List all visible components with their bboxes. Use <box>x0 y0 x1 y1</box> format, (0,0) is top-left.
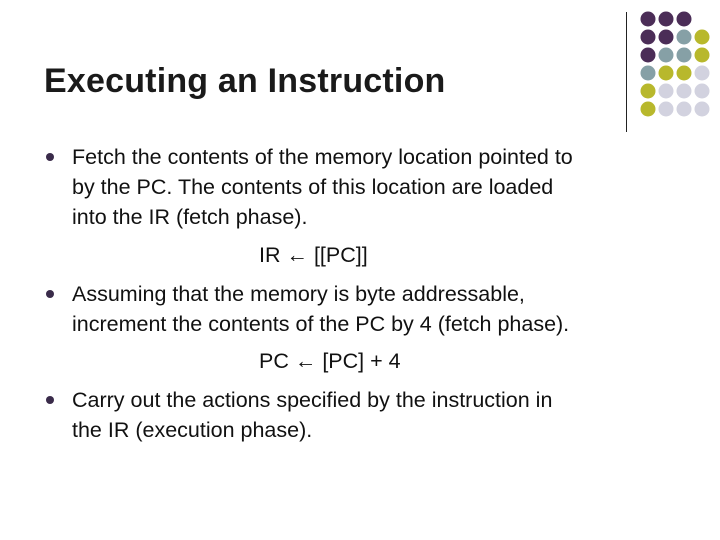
decorative-dot-gray <box>659 48 674 63</box>
decorative-dot-purple <box>641 48 656 63</box>
decorative-dot-olive <box>695 48 710 63</box>
decorative-dot-light <box>677 84 692 99</box>
decorative-dot-light <box>677 102 692 117</box>
bullet-marker <box>46 290 54 298</box>
decorative-dot-light <box>695 84 710 99</box>
bullet-1-line-1: Fetch the contents of the memory location pointed to <box>72 145 573 169</box>
decorative-dot-light <box>659 84 674 99</box>
formula-pc-increment: PC ← [PC] + 4 <box>259 349 401 373</box>
decorative-dot-light <box>659 102 674 117</box>
decorative-dot-purple <box>677 12 692 27</box>
decorative-dot-purple <box>641 30 656 45</box>
bullet-marker <box>46 396 54 404</box>
bullet-1-line-2: by the PC. The contents of this location are loaded <box>72 175 554 199</box>
decorative-dot-purple <box>659 12 674 27</box>
bullet-2-line-1: Assuming that the memory is byte addressable, <box>72 282 525 306</box>
title-divider <box>626 12 627 132</box>
bullet-3-line-2: the IR (execution phase). <box>72 418 313 442</box>
formula-ir-fetch: IR ← [[PC]] <box>259 243 368 267</box>
decorative-dot-olive <box>677 66 692 81</box>
decorative-dot-purple <box>641 12 656 27</box>
decorative-dot-olive <box>659 66 674 81</box>
bullet-2-line-2: increment the contents of the PC by 4 (fetch phase). <box>72 312 570 336</box>
decorative-dot-olive <box>641 84 656 99</box>
decorative-dot-gray <box>677 30 692 45</box>
decorative-dot-gray <box>641 66 656 81</box>
decorative-dot-light <box>695 102 710 117</box>
decorative-dot-gray <box>677 48 692 63</box>
bullet-3-line-1: Carry out the actions specified by the instruction in <box>72 388 553 412</box>
slide-title: Executing an Instruction <box>44 62 446 100</box>
decorative-dot-light <box>695 66 710 81</box>
decorative-dot-olive <box>641 102 656 117</box>
decorative-dot-purple <box>659 30 674 45</box>
decorative-dot-olive <box>695 30 710 45</box>
bullet-marker <box>46 153 54 161</box>
bullet-1-line-3: into the IR (fetch phase). <box>72 205 308 229</box>
